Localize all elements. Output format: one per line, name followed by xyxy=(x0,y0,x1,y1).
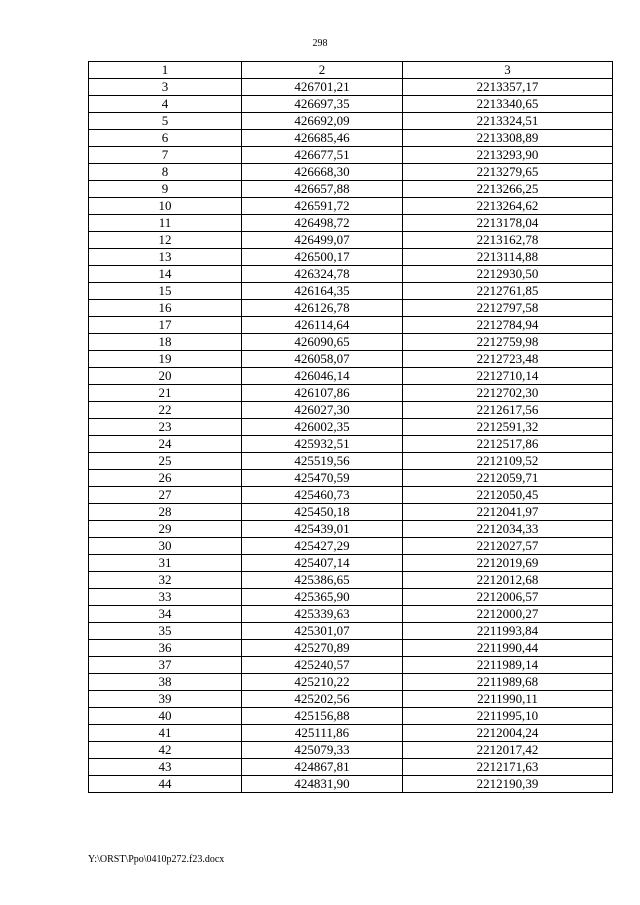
table-row xyxy=(89,555,613,572)
table-row xyxy=(89,79,613,96)
x-coordinate-cell: 426164,35 xyxy=(242,283,403,300)
point-number-cell: 6 xyxy=(89,130,242,147)
table-row xyxy=(89,572,613,589)
point-number-cell: 26 xyxy=(89,470,242,487)
y-coordinate-cell: 2212723,48 xyxy=(403,351,613,368)
table-row xyxy=(89,708,613,725)
table-row xyxy=(89,657,613,674)
table-row xyxy=(89,487,613,504)
column-header-y-coordinate: 3 xyxy=(403,62,613,79)
x-coordinate-cell: 425450,18 xyxy=(242,504,403,521)
y-coordinate-cell: 2212759,98 xyxy=(403,334,613,351)
x-coordinate-cell: 425427,29 xyxy=(242,538,403,555)
point-number-cell: 12 xyxy=(89,232,242,249)
point-number-cell: 4 xyxy=(89,96,242,113)
y-coordinate-cell: 2211989,68 xyxy=(403,674,613,691)
y-coordinate-cell: 2213114,88 xyxy=(403,249,613,266)
y-coordinate-cell: 2212109,52 xyxy=(403,453,613,470)
y-coordinate-cell: 2212702,30 xyxy=(403,385,613,402)
y-coordinate-cell: 2212006,57 xyxy=(403,589,613,606)
point-number-cell: 42 xyxy=(89,742,242,759)
x-coordinate-cell: 425240,57 xyxy=(242,657,403,674)
y-coordinate-cell: 2212171,63 xyxy=(403,759,613,776)
table-row xyxy=(89,283,613,300)
x-coordinate-cell: 426324,78 xyxy=(242,266,403,283)
y-coordinate-cell: 2211993,84 xyxy=(403,623,613,640)
table-row xyxy=(89,198,613,215)
point-number-cell: 27 xyxy=(89,487,242,504)
point-number-cell: 35 xyxy=(89,623,242,640)
x-coordinate-cell: 426591,72 xyxy=(242,198,403,215)
table-row xyxy=(89,674,613,691)
y-coordinate-cell: 2212050,45 xyxy=(403,487,613,504)
column-header-point-number: 1 xyxy=(89,62,242,79)
page-number: 298 xyxy=(312,38,328,49)
point-number-cell: 44 xyxy=(89,776,242,793)
x-coordinate-cell: 426107,86 xyxy=(242,385,403,402)
y-coordinate-cell: 2212797,58 xyxy=(403,300,613,317)
x-coordinate-cell: 425202,56 xyxy=(242,691,403,708)
table-row xyxy=(89,521,613,538)
x-coordinate-cell: 426002,35 xyxy=(242,419,403,436)
x-coordinate-cell: 425407,14 xyxy=(242,555,403,572)
x-coordinate-cell: 426058,07 xyxy=(242,351,403,368)
point-number-cell: 37 xyxy=(89,657,242,674)
point-number-cell: 43 xyxy=(89,759,242,776)
y-coordinate-cell: 2212617,56 xyxy=(403,402,613,419)
point-number-cell: 9 xyxy=(89,181,242,198)
x-coordinate-cell: 425460,73 xyxy=(242,487,403,504)
point-number-cell: 7 xyxy=(89,147,242,164)
point-number-cell: 5 xyxy=(89,113,242,130)
x-coordinate-cell: 426027,30 xyxy=(242,402,403,419)
y-coordinate-cell: 2212041,97 xyxy=(403,504,613,521)
x-coordinate-cell: 426499,07 xyxy=(242,232,403,249)
x-coordinate-cell: 425932,51 xyxy=(242,436,403,453)
point-number-cell: 38 xyxy=(89,674,242,691)
point-number-cell: 11 xyxy=(89,215,242,232)
y-coordinate-cell: 2212034,33 xyxy=(403,521,613,538)
table-row xyxy=(89,317,613,334)
point-number-cell: 33 xyxy=(89,589,242,606)
point-number-cell: 15 xyxy=(89,283,242,300)
point-number-cell: 18 xyxy=(89,334,242,351)
table-row xyxy=(89,640,613,657)
table-row xyxy=(89,759,613,776)
y-coordinate-cell: 2213178,04 xyxy=(403,215,613,232)
y-coordinate-cell: 2213162,78 xyxy=(403,232,613,249)
point-number-cell: 13 xyxy=(89,249,242,266)
x-coordinate-cell: 425156,88 xyxy=(242,708,403,725)
x-coordinate-cell: 426692,09 xyxy=(242,113,403,130)
point-number-cell: 30 xyxy=(89,538,242,555)
point-number-cell: 20 xyxy=(89,368,242,385)
table-row xyxy=(89,504,613,521)
y-coordinate-cell: 2212710,14 xyxy=(403,368,613,385)
point-number-cell: 10 xyxy=(89,198,242,215)
table-row xyxy=(89,113,613,130)
table-row xyxy=(89,776,613,793)
x-coordinate-cell: 426677,51 xyxy=(242,147,403,164)
table-row xyxy=(89,402,613,419)
y-coordinate-cell: 2213357,17 xyxy=(403,79,613,96)
point-number-cell: 23 xyxy=(89,419,242,436)
table-row xyxy=(89,538,613,555)
y-coordinate-cell: 2212784,94 xyxy=(403,317,613,334)
point-number-cell: 31 xyxy=(89,555,242,572)
x-coordinate-cell: 425386,65 xyxy=(242,572,403,589)
point-number-cell: 36 xyxy=(89,640,242,657)
y-coordinate-cell: 2212591,32 xyxy=(403,419,613,436)
y-coordinate-cell: 2213264,62 xyxy=(403,198,613,215)
x-coordinate-cell: 426126,78 xyxy=(242,300,403,317)
y-coordinate-cell: 2213293,90 xyxy=(403,147,613,164)
point-number-cell: 24 xyxy=(89,436,242,453)
table-row xyxy=(89,368,613,385)
table-row xyxy=(89,147,613,164)
coordinates-table xyxy=(88,61,613,793)
y-coordinate-cell: 2212000,27 xyxy=(403,606,613,623)
y-coordinate-cell: 2213324,51 xyxy=(403,113,613,130)
y-coordinate-cell: 2212027,57 xyxy=(403,538,613,555)
y-coordinate-cell: 2212517,86 xyxy=(403,436,613,453)
table-row xyxy=(89,249,613,266)
point-number-cell: 22 xyxy=(89,402,242,419)
y-coordinate-cell: 2213266,25 xyxy=(403,181,613,198)
table-row xyxy=(89,300,613,317)
y-coordinate-cell: 2211989,14 xyxy=(403,657,613,674)
x-coordinate-cell: 425111,86 xyxy=(242,725,403,742)
table-row xyxy=(89,470,613,487)
table-row xyxy=(89,453,613,470)
x-coordinate-cell: 426668,30 xyxy=(242,164,403,181)
table-row xyxy=(89,606,613,623)
table-row xyxy=(89,623,613,640)
x-coordinate-cell: 425339,63 xyxy=(242,606,403,623)
y-coordinate-cell: 2213340,65 xyxy=(403,96,613,113)
point-number-cell: 16 xyxy=(89,300,242,317)
table-row xyxy=(89,96,613,113)
point-number-cell: 14 xyxy=(89,266,242,283)
point-number-cell: 32 xyxy=(89,572,242,589)
x-coordinate-cell: 425519,56 xyxy=(242,453,403,470)
y-coordinate-cell: 2211990,44 xyxy=(403,640,613,657)
point-number-cell: 8 xyxy=(89,164,242,181)
point-number-cell: 39 xyxy=(89,691,242,708)
table-row xyxy=(89,351,613,368)
x-coordinate-cell: 424831,90 xyxy=(242,776,403,793)
point-number-cell: 28 xyxy=(89,504,242,521)
table-row xyxy=(89,385,613,402)
table-row xyxy=(89,130,613,147)
y-coordinate-cell: 2212017,42 xyxy=(403,742,613,759)
table-row xyxy=(89,266,613,283)
column-header-x-coordinate: 2 xyxy=(242,62,403,79)
point-number-cell: 40 xyxy=(89,708,242,725)
table-row xyxy=(89,725,613,742)
y-coordinate-cell: 2212012,68 xyxy=(403,572,613,589)
y-coordinate-cell: 2211990,11 xyxy=(403,691,613,708)
table-row xyxy=(89,589,613,606)
point-number-cell: 3 xyxy=(89,79,242,96)
table-row xyxy=(89,419,613,436)
point-number-cell: 21 xyxy=(89,385,242,402)
table-row xyxy=(89,232,613,249)
table-body xyxy=(89,62,613,793)
point-number-cell: 29 xyxy=(89,521,242,538)
x-coordinate-cell: 425439,01 xyxy=(242,521,403,538)
y-coordinate-cell: 2212004,24 xyxy=(403,725,613,742)
table-row xyxy=(89,691,613,708)
y-coordinate-cell: 2212190,39 xyxy=(403,776,613,793)
table-row xyxy=(89,215,613,232)
point-number-cell: 17 xyxy=(89,317,242,334)
point-number-cell: 19 xyxy=(89,351,242,368)
x-coordinate-cell: 426685,46 xyxy=(242,130,403,147)
y-coordinate-cell: 2213279,65 xyxy=(403,164,613,181)
table-header-row xyxy=(89,62,613,79)
point-number-cell: 25 xyxy=(89,453,242,470)
x-coordinate-cell: 425079,33 xyxy=(242,742,403,759)
y-coordinate-cell: 2211995,10 xyxy=(403,708,613,725)
footer-file-path: Y:\ORST\Ppo\0410p272.f23.docx xyxy=(88,854,225,865)
y-coordinate-cell: 2212059,71 xyxy=(403,470,613,487)
x-coordinate-cell: 424867,81 xyxy=(242,759,403,776)
x-coordinate-cell: 426046,14 xyxy=(242,368,403,385)
x-coordinate-cell: 426657,88 xyxy=(242,181,403,198)
x-coordinate-cell: 425210,22 xyxy=(242,674,403,691)
table-row xyxy=(89,181,613,198)
y-coordinate-cell: 2212761,85 xyxy=(403,283,613,300)
y-coordinate-cell: 2212019,69 xyxy=(403,555,613,572)
x-coordinate-cell: 426500,17 xyxy=(242,249,403,266)
x-coordinate-cell: 426114,64 xyxy=(242,317,403,334)
x-coordinate-cell: 425301,07 xyxy=(242,623,403,640)
x-coordinate-cell: 426697,35 xyxy=(242,96,403,113)
table-row xyxy=(89,334,613,351)
table-row xyxy=(89,436,613,453)
point-number-cell: 34 xyxy=(89,606,242,623)
x-coordinate-cell: 426701,21 xyxy=(242,79,403,96)
table-row xyxy=(89,742,613,759)
x-coordinate-cell: 425270,89 xyxy=(242,640,403,657)
y-coordinate-cell: 2212930,50 xyxy=(403,266,613,283)
x-coordinate-cell: 426090,65 xyxy=(242,334,403,351)
x-coordinate-cell: 426498,72 xyxy=(242,215,403,232)
x-coordinate-cell: 425470,59 xyxy=(242,470,403,487)
table-row xyxy=(89,164,613,181)
x-coordinate-cell: 425365,90 xyxy=(242,589,403,606)
point-number-cell: 41 xyxy=(89,725,242,742)
y-coordinate-cell: 2213308,89 xyxy=(403,130,613,147)
